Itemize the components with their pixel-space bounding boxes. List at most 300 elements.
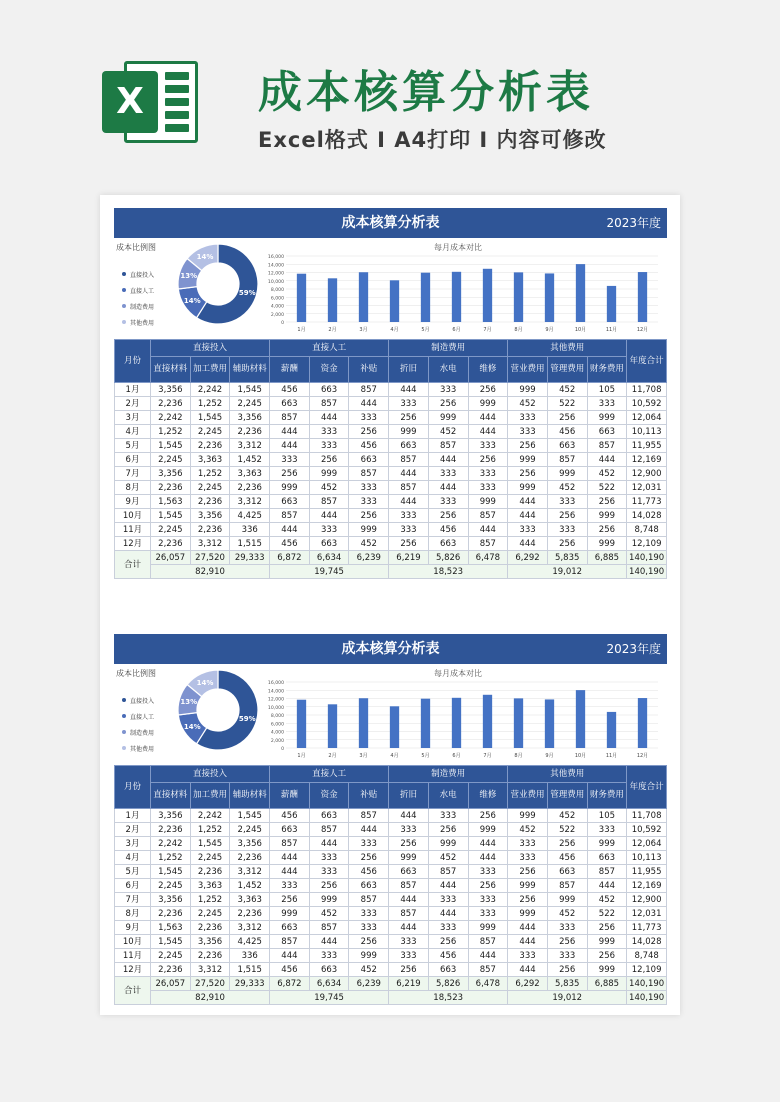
grand-total: 140,190 xyxy=(627,551,667,565)
data-cell: 256 xyxy=(587,523,627,537)
data-cell: 3,363 xyxy=(230,467,270,481)
bar xyxy=(483,695,492,748)
data-cell: 1,252 xyxy=(151,425,191,439)
data-cell: 857 xyxy=(270,837,310,851)
data-cell: 452 xyxy=(547,383,587,397)
data-cell: 2,245 xyxy=(151,523,191,537)
data-cell: 333 xyxy=(309,949,349,963)
data-cell: 2,236 xyxy=(151,537,191,551)
data-cell: 1,515 xyxy=(230,537,270,551)
bar xyxy=(359,272,368,322)
data-cell: 333 xyxy=(508,411,548,425)
legend-item xyxy=(122,740,154,756)
total-cell: 5,826 xyxy=(428,977,468,991)
data-cell: 1,545 xyxy=(151,439,191,453)
data-cell: 333 xyxy=(428,921,468,935)
data-cell: 1,545 xyxy=(151,935,191,949)
data-cell: 444 xyxy=(309,509,349,523)
y-tick-label: 10,000 xyxy=(267,279,284,285)
data-cell: 857 xyxy=(270,411,310,425)
data-cell: 444 xyxy=(468,425,508,439)
total-cell: 26,057 xyxy=(151,977,191,991)
row-total: 11,955 xyxy=(627,439,667,453)
data-cell: 2,236 xyxy=(151,397,191,411)
row-month: 11月 xyxy=(115,949,151,963)
data-cell: 857 xyxy=(270,509,310,523)
header-sub: 财务费用 xyxy=(587,783,627,809)
data-cell: 333 xyxy=(468,467,508,481)
row-total: 12,031 xyxy=(627,907,667,921)
cost-table xyxy=(114,765,667,1005)
data-cell: 336 xyxy=(230,949,270,963)
data-cell: 2,242 xyxy=(151,837,191,851)
data-cell: 857 xyxy=(349,893,389,907)
pie-legend xyxy=(122,692,154,756)
data-cell: 999 xyxy=(547,893,587,907)
bar xyxy=(514,272,523,322)
x-tick-label: 6月 xyxy=(452,753,461,759)
sheet-year: 2023年度 xyxy=(606,216,661,230)
row-total: 11,955 xyxy=(627,865,667,879)
group-total-cell: 82,910 xyxy=(151,565,270,579)
data-cell: 3,356 xyxy=(230,837,270,851)
bar xyxy=(452,698,461,748)
row-total: 8,748 xyxy=(627,523,667,537)
data-cell: 333 xyxy=(428,383,468,397)
data-cell: 333 xyxy=(309,851,349,865)
y-tick-label: 14,000 xyxy=(267,689,284,695)
bar xyxy=(297,700,306,748)
data-cell: 857 xyxy=(309,397,349,411)
bar xyxy=(607,712,616,748)
data-cell: 1,545 xyxy=(230,383,270,397)
data-cell: 2,245 xyxy=(190,851,230,865)
cost-sheet xyxy=(114,208,667,579)
data-cell: 444 xyxy=(508,509,548,523)
data-cell: 452 xyxy=(547,481,587,495)
header-group: 其他费用 xyxy=(508,766,627,783)
data-cell: 256 xyxy=(428,509,468,523)
sheet-year: 2023年度 xyxy=(606,642,661,656)
x-tick-label: 3月 xyxy=(359,327,368,333)
bar-chart xyxy=(264,250,662,336)
x-tick-label: 11月 xyxy=(605,753,618,759)
row-month: 4月 xyxy=(115,425,151,439)
row-total: 8,748 xyxy=(627,949,667,963)
data-cell: 663 xyxy=(428,963,468,977)
sheet-header xyxy=(114,208,667,238)
data-cell: 1,252 xyxy=(190,467,230,481)
data-cell: 333 xyxy=(468,439,508,453)
data-cell: 256 xyxy=(468,383,508,397)
data-cell: 333 xyxy=(428,893,468,907)
data-cell: 663 xyxy=(270,921,310,935)
data-cell: 3,363 xyxy=(230,893,270,907)
data-cell: 663 xyxy=(270,823,310,837)
data-cell: 2,242 xyxy=(151,411,191,425)
data-cell: 857 xyxy=(547,879,587,893)
legend-label: 其他费用 xyxy=(130,319,155,327)
data-cell: 256 xyxy=(309,879,349,893)
row-total: 12,109 xyxy=(627,963,667,977)
header-sub: 维修 xyxy=(468,783,508,809)
table-row xyxy=(115,453,667,467)
row-total: 12,169 xyxy=(627,879,667,893)
data-cell: 999 xyxy=(508,453,548,467)
data-cell: 857 xyxy=(468,935,508,949)
total-cell: 6,634 xyxy=(309,977,349,991)
data-cell: 444 xyxy=(270,439,310,453)
header-sub: 营业费用 xyxy=(508,783,548,809)
data-cell: 3,356 xyxy=(151,467,191,481)
data-cell: 1,563 xyxy=(151,921,191,935)
header-sub: 财务费用 xyxy=(587,357,627,383)
pie-legend xyxy=(122,266,154,330)
legend-swatch xyxy=(122,288,126,292)
x-tick-label: 5月 xyxy=(421,753,430,759)
bar xyxy=(328,278,337,322)
data-cell: 444 xyxy=(270,523,310,537)
row-month: 2月 xyxy=(115,397,151,411)
x-tick-label: 6月 xyxy=(452,327,461,333)
legend-label: 直接人工 xyxy=(130,713,155,721)
banner-title: 成本核算分析表 xyxy=(258,67,594,118)
group-total-cell: 19,745 xyxy=(270,565,389,579)
data-cell: 444 xyxy=(389,809,429,823)
legend-item xyxy=(122,692,154,708)
group-totals-row xyxy=(115,991,667,1005)
data-cell: 999 xyxy=(587,537,627,551)
total-cell: 6,872 xyxy=(270,977,310,991)
row-total: 12,064 xyxy=(627,837,667,851)
data-cell: 2,236 xyxy=(151,481,191,495)
data-cell: 256 xyxy=(428,935,468,949)
data-cell: 333 xyxy=(508,837,548,851)
bar xyxy=(545,699,554,748)
total-cell: 6,634 xyxy=(309,551,349,565)
data-cell: 333 xyxy=(389,523,429,537)
data-cell: 663 xyxy=(270,397,310,411)
bar xyxy=(545,273,554,322)
data-cell: 256 xyxy=(349,425,389,439)
data-cell: 999 xyxy=(547,467,587,481)
header-sub: 辅助材料 xyxy=(230,783,270,809)
table-row xyxy=(115,851,667,865)
row-month: 7月 xyxy=(115,893,151,907)
data-cell: 333 xyxy=(349,921,389,935)
data-cell: 999 xyxy=(468,921,508,935)
data-cell: 444 xyxy=(389,893,429,907)
data-cell: 2,242 xyxy=(190,383,230,397)
header-month: 月份 xyxy=(115,340,151,383)
totals-row xyxy=(115,977,667,991)
header-sub: 资金 xyxy=(309,783,349,809)
bar xyxy=(607,286,616,322)
data-cell: 256 xyxy=(547,509,587,523)
x-tick-label: 7月 xyxy=(483,753,492,759)
bar xyxy=(328,704,337,748)
data-cell: 452 xyxy=(349,963,389,977)
data-cell: 2,236 xyxy=(151,823,191,837)
header-group: 直接人工 xyxy=(270,766,389,783)
header-sub: 加工费用 xyxy=(190,783,230,809)
x-tick-label: 2月 xyxy=(328,327,337,333)
data-cell: 999 xyxy=(468,823,508,837)
data-cell: 3,312 xyxy=(230,865,270,879)
header-sub: 资金 xyxy=(309,357,349,383)
row-total: 14,028 xyxy=(627,509,667,523)
data-cell: 663 xyxy=(389,439,429,453)
data-cell: 663 xyxy=(349,879,389,893)
data-cell: 333 xyxy=(508,949,548,963)
table-row xyxy=(115,823,667,837)
data-cell: 999 xyxy=(508,907,548,921)
legend-item xyxy=(122,724,154,740)
data-cell: 256 xyxy=(428,397,468,411)
y-tick-label: 6,000 xyxy=(270,296,284,302)
data-cell: 999 xyxy=(508,809,548,823)
header-group: 直接人工 xyxy=(270,340,389,357)
data-cell: 857 xyxy=(389,481,429,495)
data-cell: 105 xyxy=(587,809,627,823)
data-cell: 452 xyxy=(547,907,587,921)
data-cell: 333 xyxy=(309,425,349,439)
data-cell: 452 xyxy=(309,907,349,921)
totals-label: 合计 xyxy=(115,551,151,579)
total-cell: 27,520 xyxy=(190,551,230,565)
data-cell: 444 xyxy=(270,851,310,865)
data-cell: 444 xyxy=(468,411,508,425)
row-month: 9月 xyxy=(115,921,151,935)
data-cell: 452 xyxy=(349,537,389,551)
data-cell: 3,312 xyxy=(230,921,270,935)
data-cell: 1,452 xyxy=(230,879,270,893)
excel-logo-letter: X xyxy=(102,71,158,133)
data-cell: 444 xyxy=(309,837,349,851)
header-group: 直接投入 xyxy=(151,340,270,357)
data-cell: 4,425 xyxy=(230,935,270,949)
y-tick-label: 4,000 xyxy=(270,730,284,736)
data-cell: 444 xyxy=(309,411,349,425)
group-total-cell: 18,523 xyxy=(389,991,508,1005)
legend-swatch xyxy=(122,320,126,324)
table-row xyxy=(115,949,667,963)
total-cell: 6,885 xyxy=(587,977,627,991)
data-cell: 333 xyxy=(587,823,627,837)
bar xyxy=(297,274,306,322)
total-cell: 27,520 xyxy=(190,977,230,991)
data-cell: 333 xyxy=(270,453,310,467)
y-tick-label: 6,000 xyxy=(270,722,284,728)
pie-data-label: 59% xyxy=(238,289,256,298)
data-cell: 2,245 xyxy=(151,453,191,467)
totals-row xyxy=(115,551,667,565)
data-cell: 857 xyxy=(309,921,349,935)
header-sub: 补贴 xyxy=(349,357,389,383)
data-cell: 256 xyxy=(587,921,627,935)
data-cell: 663 xyxy=(547,865,587,879)
table-row xyxy=(115,907,667,921)
data-cell: 2,245 xyxy=(151,879,191,893)
data-cell: 3,312 xyxy=(230,495,270,509)
row-total: 11,708 xyxy=(627,383,667,397)
header-sub: 维修 xyxy=(468,357,508,383)
data-cell: 1,545 xyxy=(190,837,230,851)
data-cell: 1,545 xyxy=(190,411,230,425)
row-month: 4月 xyxy=(115,851,151,865)
bar-chart-title: 每月成本对比 xyxy=(434,669,482,678)
data-cell: 857 xyxy=(389,907,429,921)
data-cell: 2,236 xyxy=(151,907,191,921)
table-row xyxy=(115,397,667,411)
data-cell: 333 xyxy=(389,397,429,411)
legend-label: 直接投入 xyxy=(130,271,155,279)
row-month: 7月 xyxy=(115,467,151,481)
data-cell: 256 xyxy=(547,537,587,551)
data-cell: 999 xyxy=(349,523,389,537)
data-cell: 333 xyxy=(389,935,429,949)
pie-chart-title: 成本比例图 xyxy=(116,669,156,678)
row-total: 10,113 xyxy=(627,425,667,439)
data-cell: 3,356 xyxy=(190,509,230,523)
data-cell: 2,245 xyxy=(151,949,191,963)
data-cell: 444 xyxy=(428,481,468,495)
data-cell: 444 xyxy=(389,495,429,509)
group-totals-row xyxy=(115,565,667,579)
y-tick-label: 12,000 xyxy=(267,697,284,703)
table-row xyxy=(115,481,667,495)
data-cell: 444 xyxy=(508,537,548,551)
excel-icon xyxy=(102,57,202,147)
cost-table xyxy=(114,339,667,579)
data-cell: 256 xyxy=(508,865,548,879)
total-cell: 6,219 xyxy=(389,551,429,565)
data-cell: 663 xyxy=(309,963,349,977)
row-total: 11,773 xyxy=(627,921,667,935)
y-tick-label: 0 xyxy=(281,747,284,752)
data-cell: 456 xyxy=(349,865,389,879)
data-cell: 452 xyxy=(587,893,627,907)
data-cell: 857 xyxy=(428,439,468,453)
data-cell: 3,356 xyxy=(151,809,191,823)
header-sub: 直接材料 xyxy=(151,357,191,383)
data-cell: 444 xyxy=(349,397,389,411)
data-cell: 857 xyxy=(309,823,349,837)
data-cell: 333 xyxy=(547,523,587,537)
legend-item xyxy=(122,314,154,330)
data-cell: 333 xyxy=(508,425,548,439)
data-cell: 333 xyxy=(309,523,349,537)
chart-area xyxy=(114,664,667,765)
data-cell: 1,545 xyxy=(230,809,270,823)
data-cell: 999 xyxy=(587,411,627,425)
data-cell: 857 xyxy=(389,879,429,893)
data-cell: 2,245 xyxy=(190,481,230,495)
row-month: 5月 xyxy=(115,439,151,453)
data-cell: 256 xyxy=(349,851,389,865)
group-total-cell: 18,523 xyxy=(389,565,508,579)
row-month: 8月 xyxy=(115,907,151,921)
legend-label: 直接人工 xyxy=(130,287,155,295)
x-tick-label: 12月 xyxy=(636,753,649,759)
bar xyxy=(483,269,492,322)
header-sub: 水电 xyxy=(428,357,468,383)
data-cell: 2,236 xyxy=(190,949,230,963)
data-cell: 857 xyxy=(587,439,627,453)
data-cell: 444 xyxy=(389,921,429,935)
data-cell: 1,545 xyxy=(151,865,191,879)
bar xyxy=(576,690,585,748)
data-cell: 256 xyxy=(547,963,587,977)
group-total-cell: 19,012 xyxy=(508,991,627,1005)
data-cell: 663 xyxy=(587,425,627,439)
data-cell: 663 xyxy=(547,439,587,453)
legend-item xyxy=(122,298,154,314)
bar xyxy=(359,698,368,748)
document-page xyxy=(100,195,680,1015)
legend-label: 制造费用 xyxy=(130,303,155,311)
data-cell: 857 xyxy=(468,537,508,551)
sheet-title: 成本核算分析表 xyxy=(341,215,440,231)
data-cell: 444 xyxy=(468,851,508,865)
data-cell: 444 xyxy=(428,907,468,921)
x-tick-label: 1月 xyxy=(297,753,306,759)
data-cell: 2,236 xyxy=(230,425,270,439)
y-tick-label: 0 xyxy=(281,321,284,326)
data-cell: 256 xyxy=(547,935,587,949)
data-cell: 522 xyxy=(547,397,587,411)
data-cell: 663 xyxy=(349,453,389,467)
data-cell: 3,312 xyxy=(190,963,230,977)
total-cell: 26,057 xyxy=(151,551,191,565)
legend-swatch xyxy=(122,698,126,702)
data-cell: 2,245 xyxy=(230,823,270,837)
y-tick-label: 4,000 xyxy=(270,304,284,310)
data-cell: 2,236 xyxy=(190,865,230,879)
data-cell: 663 xyxy=(309,537,349,551)
row-total: 12,031 xyxy=(627,481,667,495)
row-month: 5月 xyxy=(115,865,151,879)
data-cell: 999 xyxy=(309,467,349,481)
data-cell: 857 xyxy=(309,495,349,509)
data-cell: 256 xyxy=(547,837,587,851)
data-cell: 333 xyxy=(428,467,468,481)
chart-area xyxy=(114,238,667,339)
data-cell: 2,236 xyxy=(151,963,191,977)
data-cell: 1,252 xyxy=(190,893,230,907)
legend-item xyxy=(122,708,154,724)
data-cell: 663 xyxy=(270,495,310,509)
data-cell: 444 xyxy=(309,935,349,949)
data-cell: 333 xyxy=(309,439,349,453)
row-month: 1月 xyxy=(115,383,151,397)
data-cell: 333 xyxy=(349,411,389,425)
data-cell: 444 xyxy=(468,523,508,537)
y-tick-label: 12,000 xyxy=(267,271,284,277)
data-cell: 105 xyxy=(587,383,627,397)
data-cell: 444 xyxy=(468,837,508,851)
data-cell: 857 xyxy=(587,865,627,879)
y-tick-label: 14,000 xyxy=(267,263,284,269)
data-cell: 256 xyxy=(389,411,429,425)
data-cell: 1,252 xyxy=(190,397,230,411)
data-cell: 333 xyxy=(468,893,508,907)
row-month: 10月 xyxy=(115,935,151,949)
data-cell: 444 xyxy=(349,823,389,837)
header-sub: 薪酬 xyxy=(270,357,310,383)
data-cell: 456 xyxy=(270,809,310,823)
table-row xyxy=(115,523,667,537)
